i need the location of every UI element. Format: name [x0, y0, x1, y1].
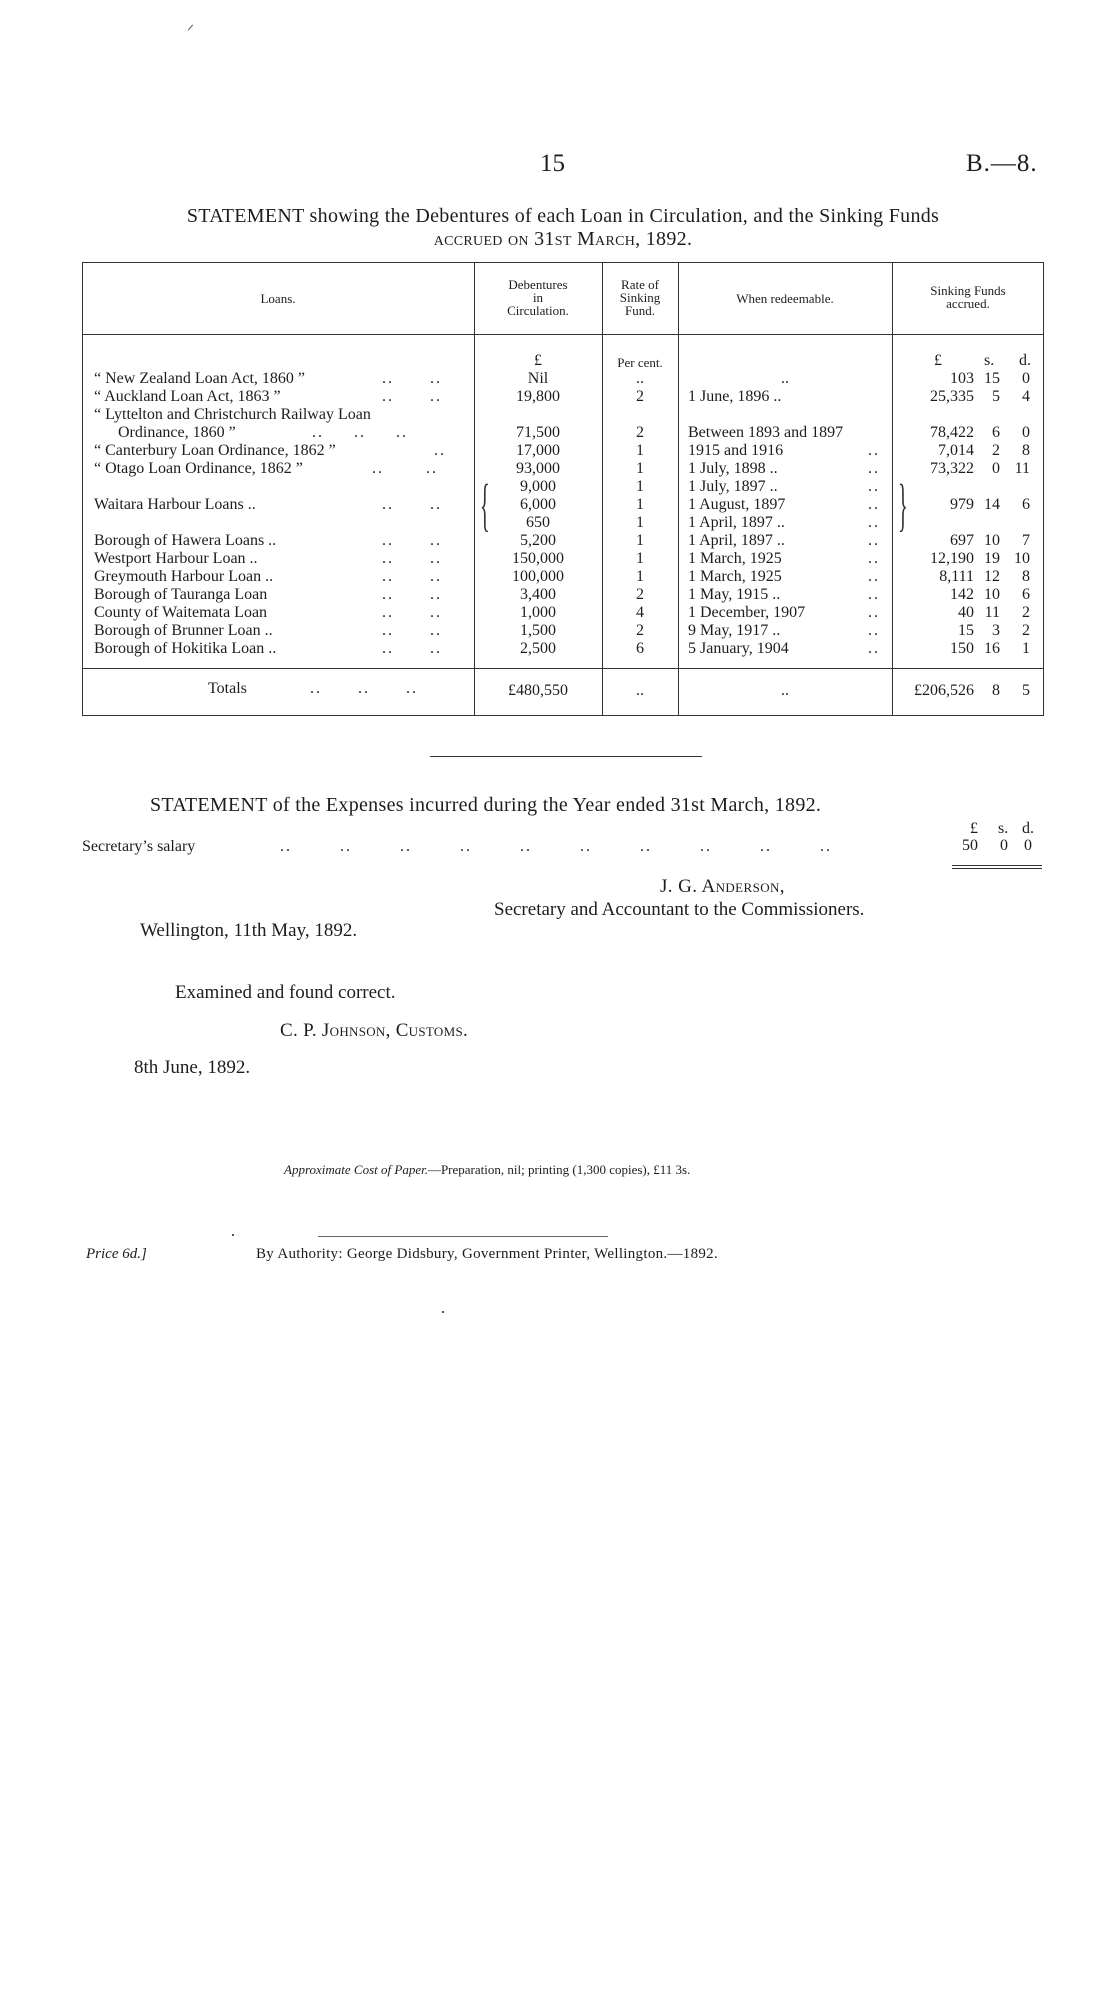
- examined-statement: Examined and found correct.: [175, 982, 396, 1003]
- rate-value: 1: [636, 478, 644, 495]
- leader-dots: .. .. ..: [312, 424, 408, 441]
- totals-sinking-shillings: 8: [992, 682, 1000, 699]
- loan-name: “ Auckland Loan Act, 1863 ”: [94, 388, 281, 405]
- rate-value: 1: [636, 442, 644, 459]
- unit-per-cent: Per cent.: [617, 355, 663, 370]
- loan-name: “ Otago Loan Ordinance, 1862 ”: [94, 460, 303, 477]
- leader-dots: .. .. .. .. .. .. .. .. .. ..: [280, 838, 832, 855]
- debentures-value: 93,000: [516, 460, 560, 477]
- sinking-shillings: 10: [984, 532, 1000, 549]
- redeem-value: 1 March, 1925: [688, 568, 782, 585]
- header-rate-line1: Rate of: [621, 277, 659, 292]
- footer-rule: [318, 1236, 608, 1237]
- leader-dots: .. ..: [382, 532, 442, 549]
- rate-value: 1: [636, 514, 644, 531]
- debentures-value: 6,000: [520, 496, 556, 513]
- loan-name: “ Lyttelton and Christchurch Railway Loan: [94, 406, 371, 423]
- scan-speck: [188, 24, 193, 30]
- loan-name: Borough of Brunner Loan ..: [94, 622, 273, 639]
- leader-dots: .. ..: [372, 460, 438, 477]
- leader-dots: ..: [868, 478, 880, 495]
- header-rate: [602, 278, 678, 317]
- total-underline: [952, 865, 1042, 866]
- redeem-value: 1 July, 1898 ..: [688, 460, 778, 477]
- loan-name: “ New Zealand Loan Act, 1860 ”: [94, 370, 306, 387]
- cost-text: —Preparation, nil; printing (1,300 copies), £11 3s.: [427, 1162, 691, 1177]
- header-loans: Loans.: [260, 291, 296, 306]
- loan-name: Greymouth Harbour Loan ..: [94, 568, 274, 585]
- sinking-shillings: 3: [992, 622, 1000, 639]
- printer-authority: By Authority: George Didsbury, Government Printer, Wellington.—1892.: [256, 1246, 719, 1262]
- leader-dots: .. ..: [382, 586, 442, 603]
- debentures-value: 17,000: [516, 442, 560, 459]
- sinking-pence: 2: [1022, 604, 1030, 621]
- sinking-pence: 10: [1014, 550, 1030, 567]
- debentures-value: 2,500: [520, 640, 556, 657]
- sinking-pence: 8: [1022, 568, 1030, 585]
- sinking-pounds: 73,322: [930, 460, 974, 477]
- redeem-value: 1 December, 1907: [688, 604, 806, 621]
- header-debentures-line2: in: [532, 290, 544, 305]
- sinking-shillings: 16: [984, 640, 1000, 657]
- expenses-unit-pound: £: [970, 820, 978, 837]
- sinking-pence: 2: [1022, 622, 1030, 639]
- expense-item-label: Secretary’s salary: [82, 838, 196, 855]
- sinking-pounds: 15: [958, 622, 974, 639]
- rate-value: 2: [636, 622, 644, 639]
- redeem-value: 1915 and 1916: [688, 442, 784, 459]
- table-left-rule: [82, 262, 83, 715]
- leader-dots: .. ..: [382, 370, 442, 387]
- rate-value: 1: [636, 550, 644, 567]
- expenses-title: STATEMENT of the Expenses incurred during the Year ended 31st March, 1892.: [150, 794, 822, 816]
- document-reference: B.—8.: [966, 150, 1038, 177]
- sinking-shillings: 0: [992, 460, 1000, 477]
- cost-note: [284, 1162, 690, 1178]
- rate-value: 1: [636, 496, 644, 513]
- sinking-pence: 4: [1022, 388, 1030, 405]
- page-number: 15: [540, 150, 565, 177]
- loan-name: Westport Harbour Loan ..: [94, 550, 258, 567]
- totals-rate: ..: [636, 682, 644, 699]
- header-debentures-line1: Debentures: [508, 277, 568, 292]
- loan-name: Borough of Hawera Loans ..: [94, 532, 277, 549]
- leader-dots: ..: [868, 568, 880, 585]
- right-brace: }: [898, 472, 908, 537]
- sinking-shillings: 19: [984, 550, 1000, 567]
- col-rule-3: [678, 262, 679, 715]
- loan-name-continued: Ordinance, 1860 ”: [118, 424, 236, 441]
- redeem-value: 1 April, 1897 ..: [688, 532, 785, 549]
- header-sinking-line2: accrued.: [946, 296, 990, 311]
- expense-amount-shillings: 0: [1000, 837, 1008, 854]
- totals-debentures: £480,550: [508, 682, 568, 699]
- place-date: Wellington, 11th May, 1892.: [140, 920, 358, 941]
- header-rate-line2: Sinking: [619, 290, 661, 305]
- unit-pound-debentures: £: [534, 352, 542, 369]
- sinking-pounds: 979: [950, 496, 974, 513]
- debentures-value: 19,800: [516, 388, 560, 405]
- sinking-pence: 8: [1022, 442, 1030, 459]
- sinking-pence: 6: [1022, 586, 1030, 603]
- debentures-value: 71,500: [516, 424, 560, 441]
- sinking-pounds: 78,422: [930, 424, 974, 441]
- signer-name: J. G. Anderson,: [660, 876, 785, 897]
- sinking-shillings: 15: [984, 370, 1000, 387]
- debentures-value: 150,000: [512, 550, 564, 567]
- header-debentures-line3: Circulation.: [507, 303, 569, 318]
- scan-speck: [232, 1234, 234, 1236]
- sinking-shillings: 2: [992, 442, 1000, 459]
- left-brace: {: [480, 472, 490, 537]
- header-rule: [82, 334, 1044, 335]
- rate-value: ..: [636, 370, 644, 387]
- redeem-value: 5 January, 1904: [688, 640, 789, 657]
- sinking-shillings: 10: [984, 586, 1000, 603]
- sinking-shillings: 5: [992, 388, 1000, 405]
- leader-dots: ..: [868, 460, 880, 477]
- debentures-value: 5,200: [520, 532, 556, 549]
- leader-dots: .. ..: [382, 568, 442, 585]
- debentures-table: [82, 262, 1044, 716]
- unit-shillings: s.: [984, 352, 995, 369]
- redeem-value: 1 May, 1915 ..: [688, 586, 781, 603]
- leader-dots: .. ..: [382, 640, 442, 657]
- leader-dots: ..: [434, 442, 446, 459]
- leader-dots: .. .. ..: [310, 680, 418, 697]
- statement-title: [78, 205, 1048, 251]
- leader-dots: ..: [868, 622, 880, 639]
- sinking-pounds: 103: [950, 370, 974, 387]
- unit-pound-sinking: £: [934, 352, 942, 369]
- redeem-value: ..: [781, 370, 789, 387]
- table-bottom-rule: [82, 715, 1044, 716]
- scan-speck: [442, 1311, 444, 1313]
- cost-label: Approximate Cost of Paper.: [284, 1162, 428, 1177]
- section-divider: [430, 756, 702, 757]
- redeem-value: Between 1893 and 1897: [688, 424, 844, 441]
- leader-dots: ..: [868, 550, 880, 567]
- loan-name: Waitara Harbour Loans ..: [94, 496, 256, 513]
- debentures-value: Nil: [527, 370, 549, 387]
- leader-dots: .. ..: [382, 496, 442, 513]
- header-sinking-line1: Sinking Funds: [930, 283, 1006, 298]
- rate-value: 2: [636, 388, 644, 405]
- signer-role: Secretary and Accountant to the Commissioners.: [494, 899, 865, 920]
- total-underline: [952, 868, 1042, 869]
- totals-redeem: ..: [781, 682, 789, 699]
- sinking-shillings: 11: [984, 604, 1000, 621]
- debentures-value: 1,500: [520, 622, 556, 639]
- redeem-value: 1 April, 1897 ..: [688, 514, 785, 531]
- rate-value: 1: [636, 460, 644, 477]
- leader-dots: ..: [868, 586, 880, 603]
- sinking-pence: 11: [1014, 460, 1030, 477]
- redeem-value: 1 June, 1896 ..: [688, 388, 782, 405]
- header-rate-line3: Fund.: [625, 303, 655, 318]
- rate-value: 6: [636, 640, 644, 657]
- redeem-value: 1 July, 1897 ..: [688, 478, 778, 495]
- statement-title-line2: accrued on 31st March, 1892.: [433, 228, 693, 250]
- loan-name: County of Waitemata Loan: [94, 604, 268, 621]
- totals-sinking-pounds: £206,526: [914, 682, 974, 699]
- examination-date: 8th June, 1892.: [134, 1057, 251, 1078]
- header-debentures: [474, 278, 602, 317]
- totals-label: Totals: [208, 680, 247, 697]
- header-sinking-funds: [892, 284, 1044, 310]
- loan-name: Borough of Hokitika Loan ..: [94, 640, 277, 657]
- sinking-pence: 0: [1022, 424, 1030, 441]
- sinking-pounds: 7,014: [938, 442, 974, 459]
- debentures-value: 9,000: [520, 478, 556, 495]
- expense-amount-pounds: 50: [962, 837, 978, 854]
- rate-value: 4: [636, 604, 644, 621]
- table-top-rule: [82, 262, 1044, 263]
- unit-pence: d.: [1019, 352, 1031, 369]
- expense-amount-pence: 0: [1024, 837, 1032, 854]
- loan-name: Borough of Tauranga Loan: [94, 586, 268, 603]
- expenses-unit-pence: d.: [1022, 820, 1034, 837]
- rate-value: 1: [636, 532, 644, 549]
- header-redeemable: When redeemable.: [736, 291, 834, 306]
- statement-title-line1: STATEMENT showing the Debentures of each Loan in Circulation, and the Sinking Funds: [186, 205, 940, 227]
- examiner: C. P. Johnson, Customs.: [280, 1020, 469, 1041]
- totals-sinking-pence: 5: [1022, 682, 1030, 699]
- sinking-pence: 1: [1022, 640, 1030, 657]
- sinking-pence: 6: [1022, 496, 1030, 513]
- redeem-value: 1 March, 1925: [688, 550, 782, 567]
- sinking-shillings: 12: [984, 568, 1000, 585]
- leader-dots: ..: [868, 496, 880, 513]
- leader-dots: .. ..: [382, 550, 442, 567]
- redeem-value: 9 May, 1917 ..: [688, 622, 781, 639]
- sinking-shillings: 6: [992, 424, 1000, 441]
- leader-dots: .. ..: [382, 604, 442, 621]
- debentures-value: 650: [526, 514, 550, 531]
- sinking-shillings: 14: [984, 496, 1000, 513]
- sinking-pence: 7: [1022, 532, 1030, 549]
- sinking-pounds: 142: [950, 586, 974, 603]
- table-right-rule: [1043, 262, 1044, 715]
- debentures-value: 100,000: [512, 568, 564, 585]
- debentures-value: 3,400: [520, 586, 556, 603]
- leader-dots: ..: [868, 514, 880, 531]
- leader-dots: ..: [868, 532, 880, 549]
- leader-dots: ..: [868, 604, 880, 621]
- sinking-pounds: 12,190: [930, 550, 974, 567]
- debentures-value: 1,000: [520, 604, 556, 621]
- sinking-pounds: 40: [958, 604, 974, 621]
- leader-dots: ..: [868, 442, 880, 459]
- rate-value: 1: [636, 568, 644, 585]
- rate-value: 2: [636, 586, 644, 603]
- sinking-pence: 0: [1022, 370, 1030, 387]
- leader-dots: .. ..: [382, 622, 442, 639]
- rate-value: 2: [636, 424, 644, 441]
- loan-name: “ Canterbury Loan Ordinance, 1862 ”: [94, 442, 336, 459]
- price: Price 6d.]: [86, 1246, 147, 1262]
- sinking-pounds: 25,335: [930, 388, 974, 405]
- sinking-pounds: 8,111: [939, 568, 974, 585]
- leader-dots: ..: [868, 640, 880, 657]
- expenses-unit-shillings: s.: [998, 820, 1009, 837]
- leader-dots: .. ..: [382, 388, 442, 405]
- sinking-pounds: 697: [950, 532, 974, 549]
- totals-rule: [82, 668, 1044, 669]
- sinking-pounds: 150: [950, 640, 974, 657]
- redeem-value: 1 August, 1897: [688, 496, 786, 513]
